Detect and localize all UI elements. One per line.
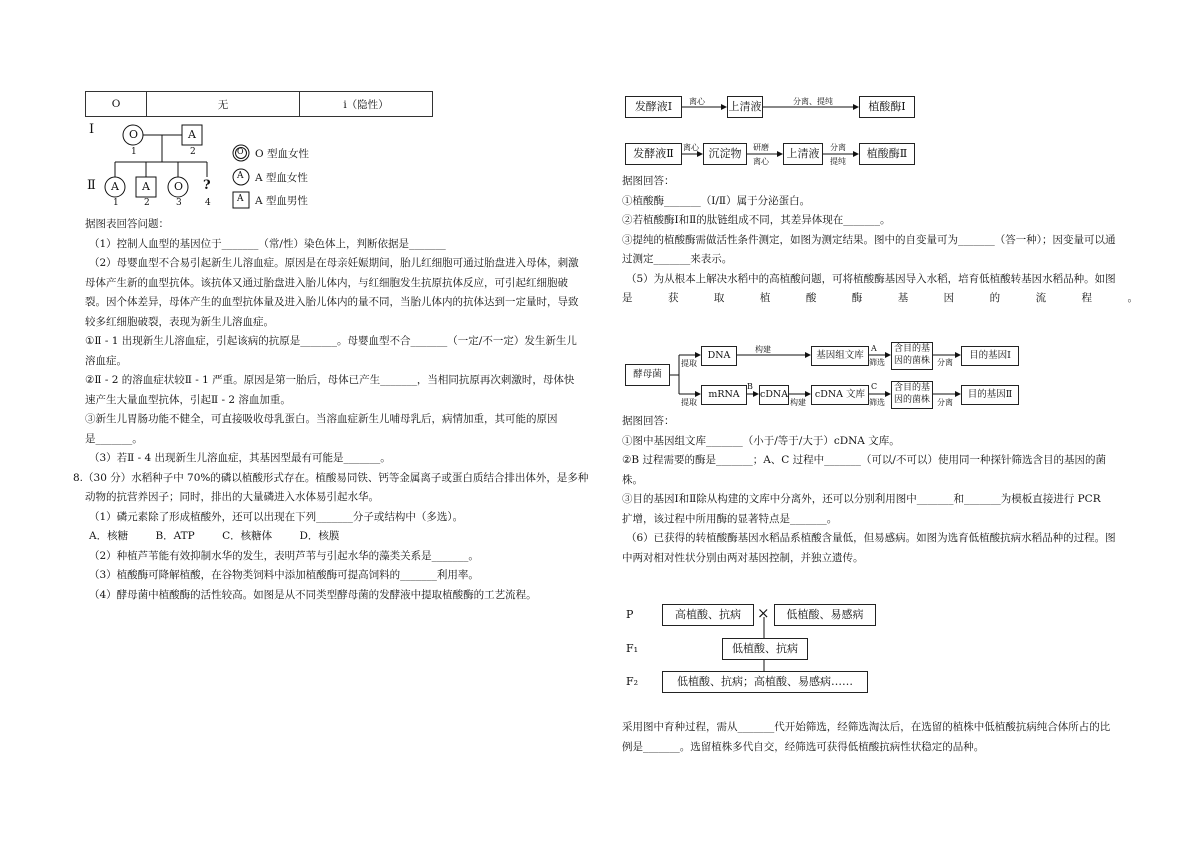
flow-box: 植酸酶Ⅰ [859,96,915,118]
option-a: A．核糖 [89,530,129,542]
flow-label: 提纯 [830,157,846,166]
generation-f1: F₁ [626,642,639,655]
question-5-2: ②B 过程需要的酶是_______；A、C 过程中_______（可以/不可以）使用同一种探针筛选含目的基因的菌 [622,454,1106,466]
flow-box: 酵母菌 [625,364,670,386]
generation-p: P [626,608,634,621]
enzyme-extraction-flow [625,96,925,168]
legend-text: A 型血女性 [255,172,308,184]
individual-number: 2 [190,147,196,157]
breeding-cross-diagram [624,604,904,698]
flow-box: 基因组文库 [811,346,869,366]
options-row [85,527,595,547]
f2-box: 低植酸、抗病；高植酸、易感病…… [662,671,868,693]
individual-number: 2 [144,198,150,208]
flow-box: 沉淀物 [703,143,747,165]
legend-text: A 型血男性 [255,195,308,207]
text-line: 较多红细胞破裂，表现为新生儿溶血症。 [85,315,274,328]
text-line: 过测定_______来表示。 [622,253,733,265]
flow-label: 离心 [753,157,769,166]
flow-label: 离心 [683,143,699,152]
question-4-2: ②若植酸酶Ⅰ和Ⅱ的肽链组成不同，其差异体现在_______。 [622,214,891,226]
text-line: 溶血症。 [85,354,127,367]
flow-label: 离心 [689,97,705,106]
cross-symbol: × [757,604,770,622]
individual-symbol: A [188,128,196,141]
individual-number: 1 [113,198,119,208]
parent-box: 低植酸、易感病 [774,604,876,626]
char: 取 [713,292,725,304]
text-line: 裂。因个体差异，母体产生的血型抗体量及进入胎儿体内的量不同，当胎儿体内的抗体达到一定量时，导致 [85,296,579,308]
flow-box: 目的基因Ⅰ [961,346,1019,366]
text-line: 例是_______。选留植株多代自交，经筛选可获得低植酸抗病性状稳定的品种。 [622,740,985,753]
text-line: 母体产生新的血型抗体。该抗体又通过胎盘进入胎儿体内，与红细胞发生抗原抗体反应，可引起红细胞破 [85,276,568,289]
char: 是 [622,292,633,304]
text-line: 据图回答： [622,175,675,187]
flow-label: 筛选 [869,398,885,407]
individual-symbol: ? [203,178,211,193]
parent-box: 高植酸、抗病 [662,604,754,626]
text-line: 扩增，该过程中所用酶的显著特点是_______。 [622,512,838,525]
question-1: （1）控制人血型的基因位于_______（常/性）染色体上，判断依据是_______ [89,237,446,250]
question-8-1: （1）磷元素除了形成植酸外，还可以出现在下列_______分子或结构中（多选）。 [89,510,464,523]
flow-label: 分离 [830,143,846,152]
text-line: 中两对相对性状分别由两对基因控制，并独立遗传。 [622,551,864,564]
question-4-1: ①植酸酶_______（Ⅰ/Ⅱ）属于分泌蛋白。 [622,194,811,207]
question-6-text: 采用图中育种过程，需从_______代开始筛选，经筛选淘汰后，在选留的植株中低植酸抗病纯合体所占的比 [622,721,1111,733]
char: 基 [897,292,909,304]
table-cell-phenotype: O [86,92,147,117]
char: 植 [759,292,771,304]
generation-label-2: Ⅱ [87,178,96,193]
char: 流 [1035,292,1047,304]
flow-box: 含目的基 因的菌株 [891,381,933,409]
char: 获 [667,292,679,304]
text-line: 是_______。 [85,432,143,445]
flow-box: 上清液 [727,96,763,118]
right-text-block-2 [622,412,1142,568]
flow-label: 分离 [937,398,953,407]
question-2-2: ②Ⅱ - 2 的溶血症状较Ⅱ - 1 严重。原因是第一胎后，母体已产生_______，当相同抗原再次刺激时，母体快 [85,374,575,386]
question-8-3: （3）植酸酶可降解植酸，在谷物类饲料中添加植酸酶可提高饲料的_______利用率。 [89,569,479,581]
option-d: D．核膜 [299,530,340,542]
individual-number: 1 [131,147,137,157]
individual-symbol: O [174,180,184,193]
individual-symbol: O [129,128,139,141]
legend-symbol: A [237,171,244,181]
flow-box: cDNA 文库 [811,385,869,405]
generation-label-1: Ⅰ [89,122,95,137]
f1-box: 低植酸、抗病 [722,638,808,660]
flow-box: 含目的基 因的菌株 [891,342,933,370]
flow-box: 发酵液Ⅰ [625,96,682,118]
legend-symbol: O [237,147,244,156]
flow-label: B [747,382,753,391]
flow-label: 构建 [755,345,771,354]
pedigree-chart [85,120,345,210]
text-line: 速产生大量血型抗体，引起Ⅱ - 2 溶血加重。 [85,393,291,406]
legend-text: O 型血女性 [255,148,309,160]
individual-number: 3 [176,198,182,208]
char: 程 [1081,292,1093,304]
question-5-3: ③目的基因Ⅰ和Ⅱ除从构建的文库中分离外，还可以分别利用图中_______和_______为模板直接进行 PCR [622,493,1101,505]
flow-label: 提取 [681,398,697,407]
justified-line [622,289,1138,309]
gene-acquisition-flow [625,342,1025,406]
text-line: 动物的抗营养因子；同时，排出的大量磷进入水体易引起水华。 [85,491,379,503]
blood-type-table [85,91,433,117]
char: 酸 [805,292,817,304]
char: 的 [989,292,1001,304]
question-5: （5）为从根本上解决水稻中的高植酸问题，可将植酸酶基因导入水稻，培育低植酸转基因水稻品种。如图 [626,272,1116,285]
option-c: C．核糖体 [222,530,273,542]
individual-number: 4 [205,198,211,208]
flow-label: 分离、提纯 [793,97,833,106]
flow-label: 研磨 [753,143,769,152]
table-cell-antigen: 无 [147,92,300,117]
legend-symbol: A [237,194,244,204]
flow-box: 发酵液Ⅱ [625,143,682,165]
individual-symbol: A [142,180,150,193]
right-text-block-1 [622,172,1142,309]
flow-label: 提取 [681,359,697,368]
generation-f2: F₂ [626,675,639,688]
question-3: （3）若Ⅱ - 4 出现新生儿溶血症，其基因型最有可能是_______。 [89,452,391,464]
question-6: （6）已获得的转植酸酶基因水稻品系植酸含量低，但易感病。如图为选育低植酸抗病水稻品种的过程。图 [626,532,1116,544]
question-2-3: ③新生儿胃肠功能不健全，可直接吸收母乳蛋白。当溶血症新生儿哺母乳后，病情加重，其可能的原因 [85,413,558,425]
option-b: B．ATP [155,530,195,542]
flow-label: 筛选 [869,358,885,367]
question-8-4: （4）酵母菌中植酸酶的活性较高。如图是从不同类型酵母菌的发酵液中提取植酸酶的工艺流程。 [89,588,537,601]
question-4-3: ③提纯的植酸酶需做活性条件测定，如图为测定结果。图中的自变量可为_______（答一种）；因变量可以通 [622,233,1116,246]
flow-label: 分离 [937,358,953,367]
individual-symbol: A [111,180,119,193]
char: 因 [943,292,955,304]
flow-label: A [871,344,877,353]
question-5-1: ①图中基因组文库_______（小于/等于/大于）cDNA 文库。 [622,434,900,447]
flow-box: cDNA [759,385,789,405]
text-line: 株。 [622,473,643,486]
table-cell-genotype: i（隐性） [300,92,433,117]
text-line: 据图回答： [622,415,675,427]
question-2-1: ①Ⅱ - 1 出现新生儿溶血症，引起该病的抗原是_______。母婴血型不合_______（一定/不一定）发生新生儿 [85,335,577,347]
flow-box: mRNA [701,385,747,405]
left-text-block [73,215,595,605]
flow-box: DNA [701,346,737,366]
flow-box: 上清液 [783,143,823,165]
flow-box: 目的基因Ⅱ [961,385,1019,405]
question-8-2: （2）种植芦苇能有效抑制水华的发生，表明芦苇与引起水华的藻类关系是_______。 [89,549,479,562]
flow-box: 植酸酶Ⅱ [859,143,915,165]
right-text-block-3 [622,718,1142,757]
flow-label: 构建 [790,398,806,407]
flow-label: C [871,382,878,391]
question-8: 8.（30 分）水稻种子中 70%的磷以植酸形式存在。植酸易同铁、钙等金属离子或蛋白质结合排出体外，是多种 [73,471,589,484]
question-2: （2）母婴血型不合易引起新生儿溶血症。原因是在母亲妊娠期间，胎儿红细胞可通过胎盘进入母体，刺激 [89,257,579,269]
char: 酶 [851,292,863,304]
char: 。 [1127,292,1138,304]
text-line: 据图表回答问题： [85,218,169,230]
